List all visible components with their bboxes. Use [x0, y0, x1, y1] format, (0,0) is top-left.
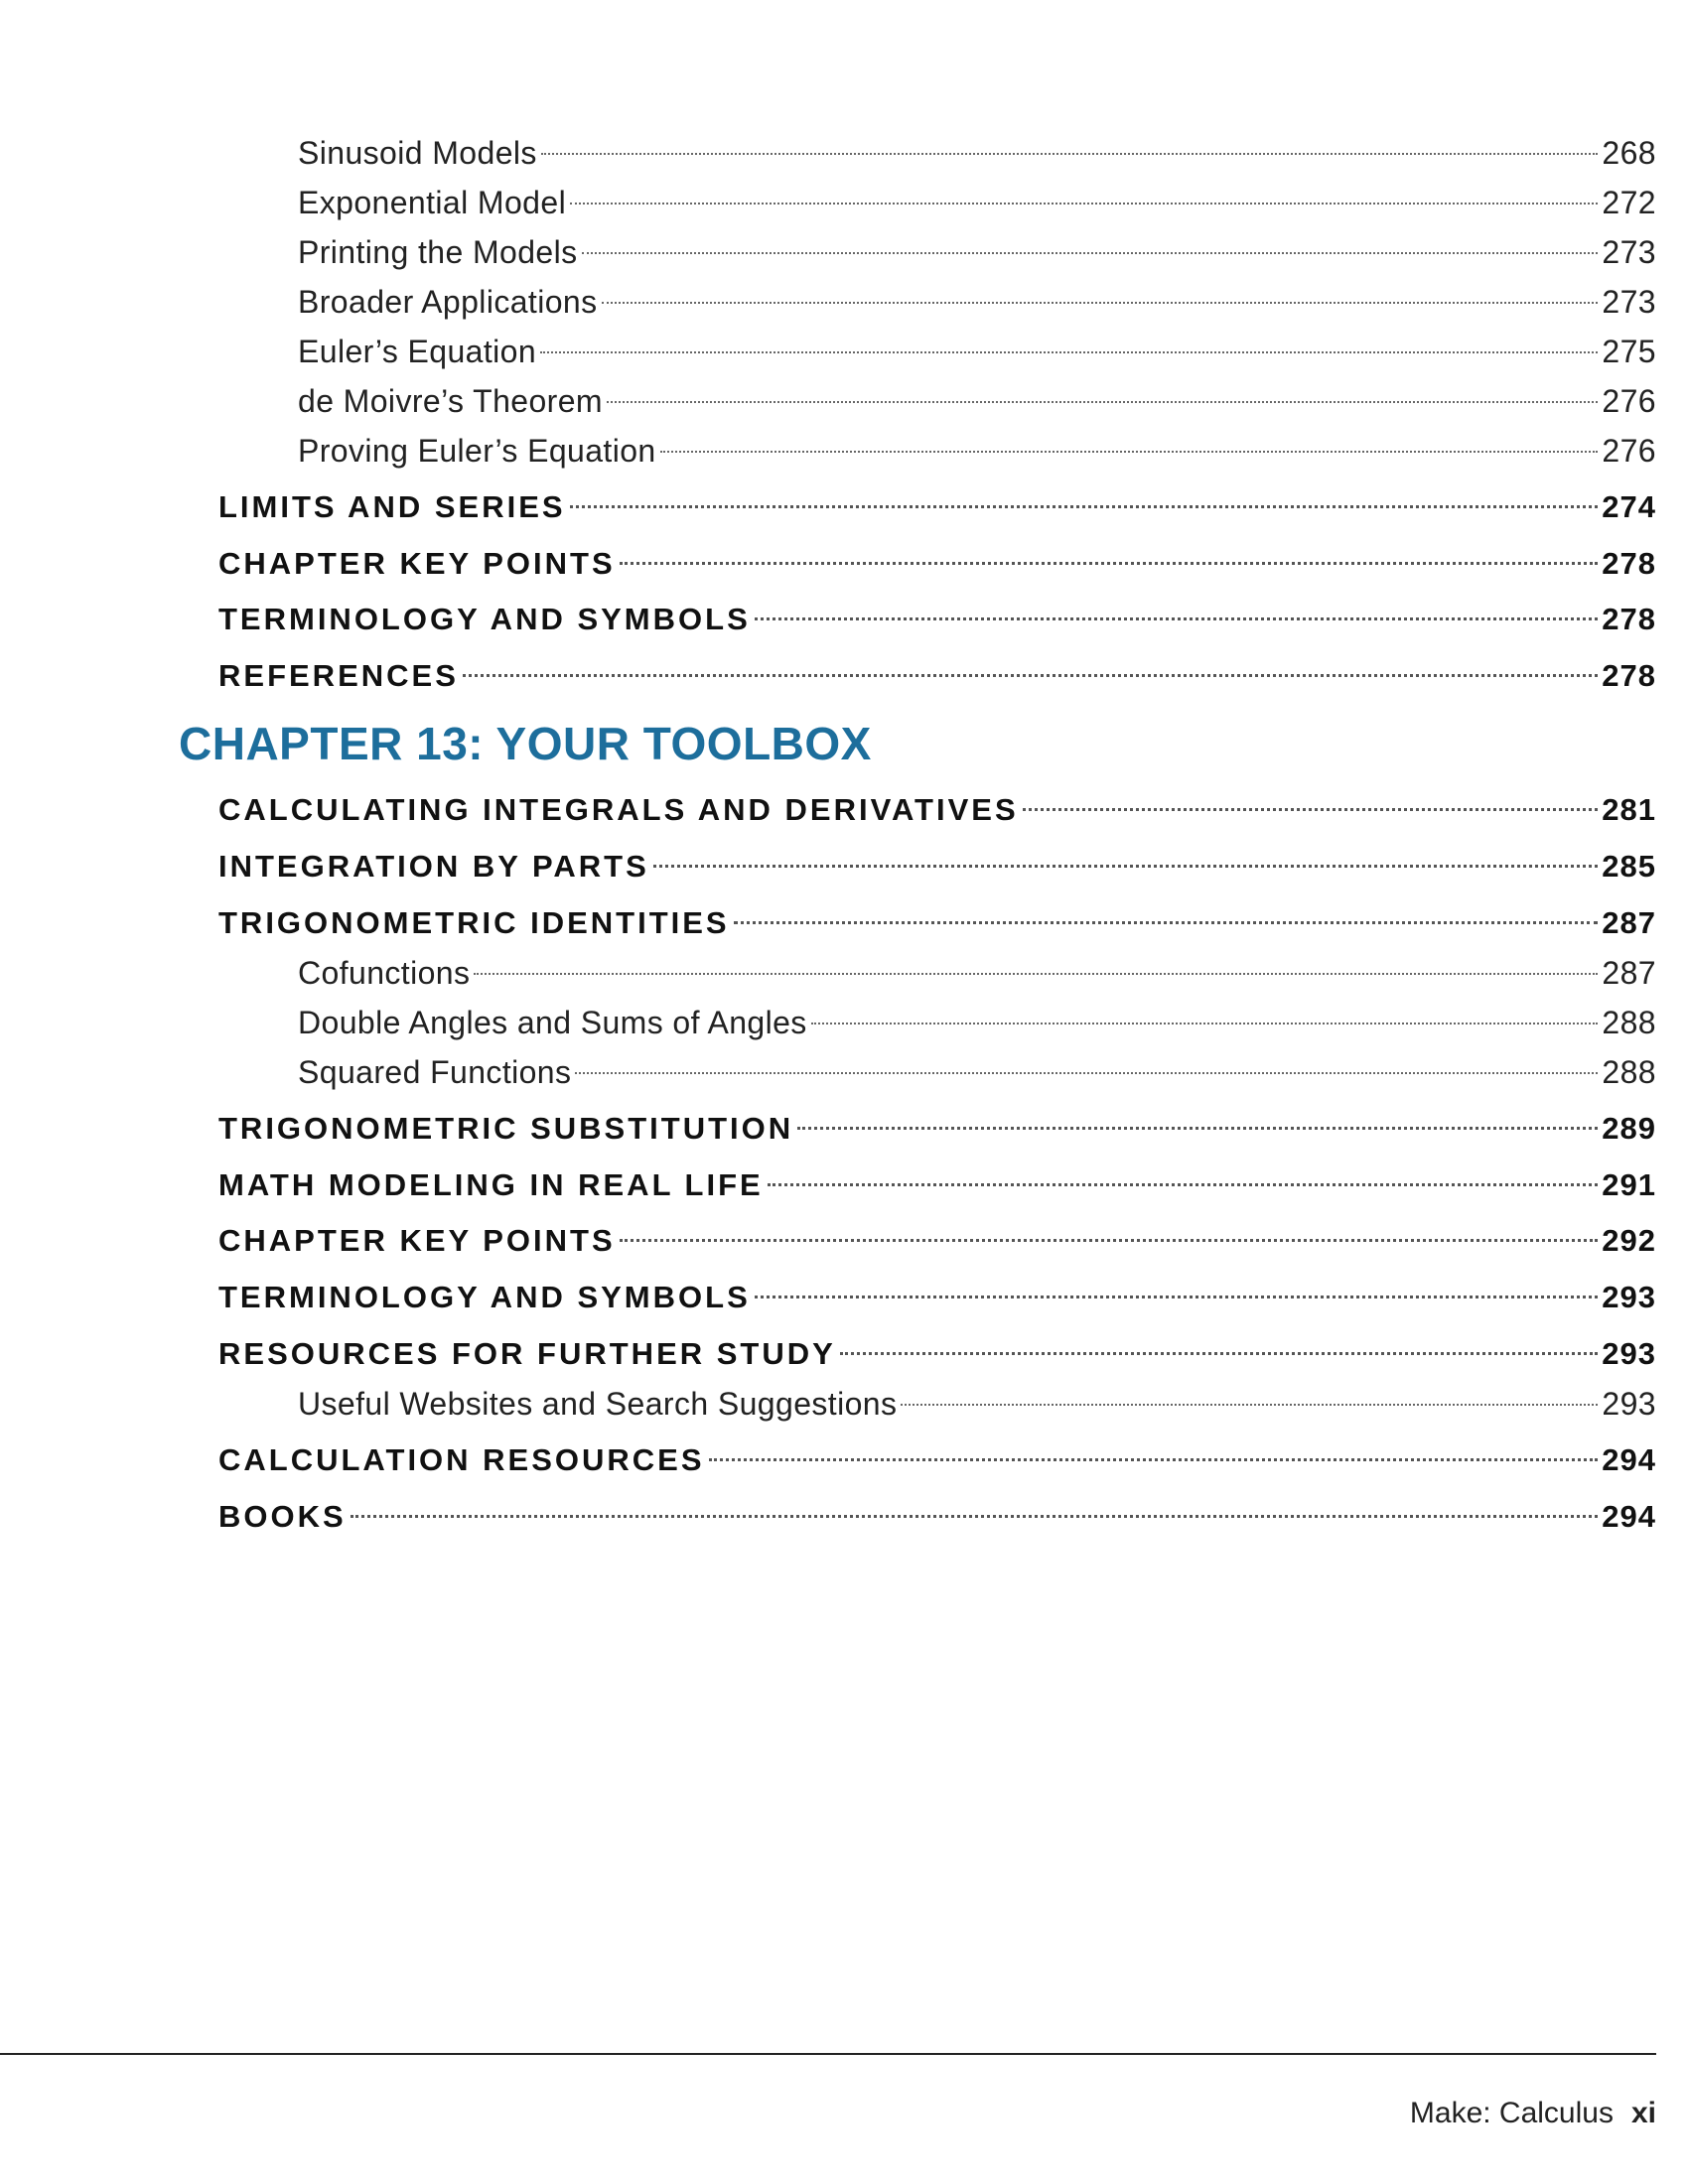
toc-entry-useful-websites[interactable] [298, 1380, 1656, 1423]
toc-section-page-number: 287 [1602, 905, 1656, 941]
page-footer [1410, 2097, 1656, 2130]
toc-entry-page-number: 276 [1602, 383, 1656, 420]
dot-leader [602, 278, 1599, 313]
toc-section-references[interactable] [218, 652, 1656, 694]
dot-leader [463, 652, 1598, 686]
toc-entry-page-number: 288 [1602, 1054, 1656, 1091]
footer-page-number: xi [1630, 2097, 1656, 2129]
dot-leader [755, 1274, 1599, 1307]
dot-leader [540, 328, 1598, 362]
dot-leader [660, 427, 1599, 462]
toc-entry-double-angles[interactable] [298, 999, 1656, 1041]
toc-section-label: CALCULATION RESOURCES [218, 1442, 705, 1478]
toc-entry-page-number: 273 [1602, 234, 1656, 271]
toc-entry-printing-the-models[interactable] [298, 228, 1656, 271]
toc-section-label: REFERENCES [218, 658, 459, 694]
dot-leader [575, 1048, 1598, 1083]
toc-entry-page-number: 288 [1602, 1005, 1656, 1041]
toc-entry-de-moivres-theorem[interactable] [298, 377, 1656, 420]
dot-leader [797, 1105, 1598, 1139]
toc-section-label: LIMITS AND SERIES [218, 489, 566, 525]
toc-section-page-number: 293 [1602, 1336, 1656, 1372]
toc-section-page-number: 278 [1602, 658, 1656, 694]
dot-leader [755, 596, 1599, 629]
toc-entry-label: de Moivre’s Theorem [298, 383, 603, 420]
toc-section-page-number: 294 [1602, 1499, 1656, 1535]
footer-book-title: Make: Calculus [1409, 2097, 1614, 2129]
toc-section-terminology-and-symbols-13[interactable] [218, 1274, 1656, 1315]
toc-section-calculation-resources[interactable] [218, 1436, 1656, 1478]
toc-section-math-modeling[interactable] [218, 1161, 1656, 1203]
toc-section-label: MATH MODELING IN REAL LIFE [218, 1167, 764, 1203]
toc-entry-page-number: 273 [1602, 284, 1656, 321]
dot-leader [607, 377, 1598, 412]
toc-section-label: CALCULATING INTEGRALS AND DERIVATIVES [218, 792, 1019, 828]
toc-entry-page-number: 287 [1602, 955, 1656, 992]
toc-section-label: CHAPTER KEY POINTS [218, 1223, 616, 1259]
dot-leader [768, 1161, 1599, 1195]
dot-leader [570, 179, 1598, 213]
toc-section-calculating-integrals[interactable] [218, 786, 1656, 828]
toc-section-page-number: 293 [1602, 1280, 1656, 1315]
toc-section-page-number: 278 [1602, 602, 1656, 637]
toc-entry-label: Squared Functions [298, 1054, 572, 1091]
dot-leader [570, 483, 1599, 517]
dot-leader [1023, 786, 1599, 820]
toc-entry-label: Double Angles and Sums of Angles [298, 1005, 807, 1041]
dot-leader [709, 1436, 1599, 1470]
toc-entry-label: Exponential Model [298, 185, 567, 221]
toc-entry-squared-functions[interactable] [298, 1048, 1656, 1091]
toc-section-page-number: 289 [1602, 1111, 1656, 1147]
toc-section-page-number: 294 [1602, 1442, 1656, 1478]
toc-section-terminology-and-symbols[interactable] [218, 596, 1656, 637]
toc-entry-page-number: 272 [1602, 185, 1656, 221]
toc-section-books[interactable] [218, 1493, 1656, 1535]
toc-section-label: RESOURCES FOR FURTHER STUDY [218, 1336, 836, 1372]
toc-entry-broader-applications[interactable] [298, 278, 1656, 321]
toc-entry-page-number: 276 [1602, 433, 1656, 470]
dot-leader [620, 540, 1599, 574]
dot-leader [811, 999, 1599, 1033]
toc-section-label: TRIGONOMETRIC SUBSTITUTION [218, 1111, 794, 1147]
toc-entry-cofunctions[interactable] [298, 949, 1656, 992]
toc-section-integration-by-parts[interactable] [218, 843, 1656, 885]
dot-leader [474, 949, 1598, 984]
toc-section-resources-for-further-study[interactable] [218, 1330, 1656, 1372]
toc-entry-page-number: 275 [1602, 334, 1656, 370]
toc-entry-label: Euler’s Equation [298, 334, 537, 370]
toc-section-page-number: 274 [1602, 489, 1656, 525]
toc-section-page-number: 292 [1602, 1223, 1656, 1259]
chapter-heading[interactable]: CHAPTER 13: YOUR TOOLBOX [179, 718, 872, 769]
dot-leader [541, 129, 1599, 164]
toc-section-trigonometric-substitution[interactable] [218, 1105, 1656, 1147]
toc-section-label: TERMINOLOGY AND SYMBOLS [218, 1280, 751, 1315]
toc-section-page-number: 285 [1602, 849, 1656, 885]
toc-section-chapter-key-points-13[interactable] [218, 1217, 1656, 1259]
toc-section-trigonometric-identities[interactable] [218, 899, 1656, 941]
toc-section-page-number: 278 [1602, 546, 1656, 582]
toc-section-limits-and-series[interactable] [218, 483, 1656, 525]
dot-leader [901, 1380, 1598, 1415]
toc-section-page-number: 281 [1602, 792, 1656, 828]
dot-leader [653, 843, 1599, 877]
toc-entry-label: Cofunctions [298, 955, 471, 992]
toc-section-label: CHAPTER KEY POINTS [218, 546, 616, 582]
toc-entry-label: Proving Euler’s Equation [298, 433, 656, 470]
toc-section-label: TERMINOLOGY AND SYMBOLS [218, 602, 751, 637]
toc-entry-proving-eulers-equation[interactable] [298, 427, 1656, 470]
toc-section-label: BOOKS [218, 1499, 347, 1535]
toc-entry-eulers-equation[interactable] [298, 328, 1656, 370]
dot-leader [582, 228, 1599, 263]
toc-section-label: TRIGONOMETRIC IDENTITIES [218, 905, 730, 941]
toc-entry-page-number: 293 [1602, 1386, 1656, 1423]
toc-section-chapter-key-points[interactable] [218, 540, 1656, 582]
toc-section-label: INTEGRATION BY PARTS [218, 849, 649, 885]
toc-entry-exponential-model[interactable] [298, 179, 1656, 221]
dot-leader [351, 1493, 1599, 1527]
toc-entry-label: Printing the Models [298, 234, 578, 271]
dot-leader [840, 1330, 1598, 1364]
footer-rule [0, 2053, 1656, 2055]
toc-entry-sinusoid-models[interactable] [298, 129, 1656, 172]
dot-leader [734, 899, 1599, 933]
dot-leader [620, 1217, 1599, 1251]
toc-entry-page-number: 268 [1602, 135, 1656, 172]
toc-entry-label: Useful Websites and Search Suggestions [298, 1386, 898, 1423]
toc-entry-label: Broader Applications [298, 284, 598, 321]
toc-section-page-number: 291 [1602, 1167, 1656, 1203]
toc-entry-label: Sinusoid Models [298, 135, 537, 172]
